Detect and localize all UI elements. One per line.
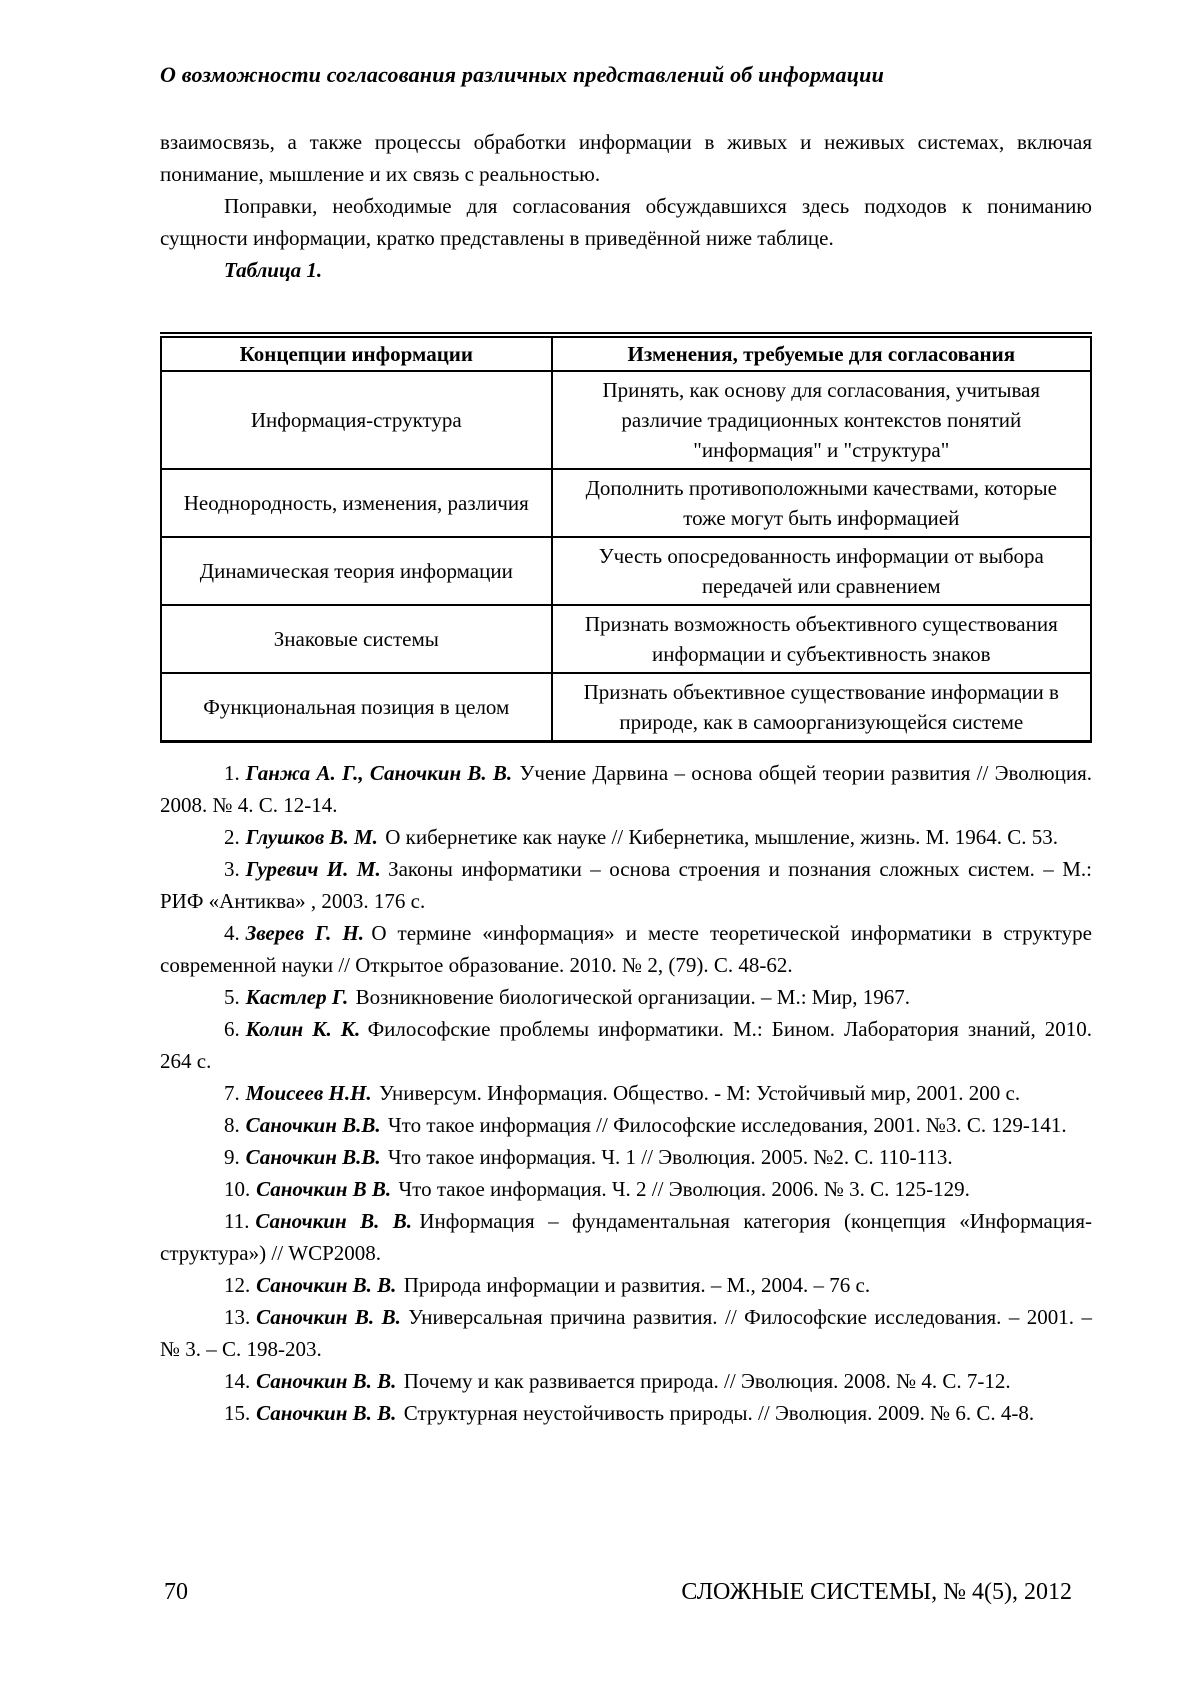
paragraph-1: взаимосвязь, а также процессы обработки информации в живых и неживых системах, включая понимание, мышление и их связь с реальностью. (160, 130, 1092, 186)
cell-change-2: Дополнить противоположными качествами, которые тоже могут быть информацией (552, 469, 1091, 537)
ref-text: О кибернетике как науке // Кибернетика, мышление, жизнь. М. 1964. С. 53. (385, 825, 1059, 849)
ref-number: 13. (224, 1305, 251, 1329)
reference-item (160, 917, 1092, 981)
table-row (161, 537, 1091, 605)
reference-item (160, 981, 1092, 1013)
reference-item (160, 1173, 1092, 1205)
page-content (160, 0, 1092, 1429)
ref-text: Законы информатики – основа строения и познания сложных систем. – М.: РИФ «Антиква» , 2003. 176 с. (160, 857, 1092, 913)
reference-item (160, 1205, 1092, 1269)
ref-text: Что такое информация // Философские исследования, 2001. №3. С. 129-141. (388, 1113, 1067, 1137)
reference-item (160, 757, 1092, 821)
cell-change-4: Признать возможность объективного существования информации и субъективность знаков (552, 605, 1091, 673)
ref-number: 9. (224, 1145, 240, 1169)
ref-authors: Саночкин В. В. (256, 1305, 401, 1329)
ref-authors: Саночкин В. В. (255, 1209, 413, 1233)
ref-number: 5. (224, 985, 240, 1009)
reference-item (160, 1397, 1092, 1429)
reference-item (160, 1141, 1092, 1173)
ref-number: 14. (224, 1369, 251, 1393)
running-title: О возможности согласования различных представлений об информации (160, 62, 885, 87)
ref-text: Возникновение биологической организации. – М.: Мир, 1967. (355, 985, 910, 1009)
cell-change-3: Учесть опосредованность информации от выбора передачей или сравнением (552, 537, 1091, 605)
reference-item (160, 821, 1092, 853)
table-caption: Таблица 1. (224, 258, 323, 282)
ref-number: 10. (224, 1177, 251, 1201)
ref-text: Природа информации и развития. – М., 2004. – 76 с. (403, 1273, 871, 1297)
table-header-changes: Изменения, требуемые для согласования (552, 335, 1091, 371)
ref-authors: Саночкин В.В. (245, 1113, 381, 1137)
page-number: 70 (164, 1579, 188, 1605)
ref-authors: Кастлер Г. (245, 985, 349, 1009)
ref-text: Почему и как развивается природа. // Эволюция. 2008. № 4. С. 7-12. (403, 1369, 1011, 1393)
cell-concept-5: Функциональная позиция в целом (161, 673, 552, 742)
ref-authors: Ганжа А. Г., Саночкин В. В. (245, 761, 513, 785)
reference-item (160, 1013, 1092, 1077)
ref-text: Учение Дарвина – основа общей теории развития // Эволюция. 2008. № 4. С. 12-14. (160, 761, 1092, 817)
ref-number: 15. (224, 1401, 251, 1425)
cell-change-1: Принять, как основу для согласования, учитывая различие традиционных контекстов понятий "информация" и "структура" (552, 371, 1091, 469)
ref-authors: Саночкин В. В. (256, 1273, 397, 1297)
reference-item (160, 1269, 1092, 1301)
ref-number: 1. (224, 761, 240, 785)
ref-authors: Гуревич И. М. (245, 857, 381, 881)
ref-authors: Саночкин В В. (256, 1177, 392, 1201)
ref-number: 6. (224, 1017, 240, 1041)
ref-text: Что такое информация. Ч. 2 // Эволюция. 2006. № 3. С. 125-129. (398, 1177, 970, 1201)
ref-number: 11. (224, 1209, 250, 1233)
reference-list (160, 757, 1092, 1429)
reference-item (160, 1301, 1092, 1365)
ref-authors: Зверев Г. Н. (245, 921, 364, 945)
reference-item (160, 853, 1092, 917)
paragraph-2: Поправки, необходимые для согласования обсуждавшихся здесь подходов к пониманию сущности информации, кратко представлены в приведённой ниже таблице. (160, 194, 1092, 250)
ref-number: 12. (224, 1273, 251, 1297)
ref-number: 7. (224, 1081, 240, 1105)
reference-item (160, 1365, 1092, 1397)
concepts-table (160, 332, 1092, 743)
reference-item (160, 1077, 1092, 1109)
ref-text: О термине «информация» и месте теоретической информатики в структуре современной науки // Открытое образование. 2010. № 2, (79). С. 48-62. (160, 921, 1092, 977)
ref-authors: Саночкин В. В. (256, 1369, 397, 1393)
page-footer (164, 1578, 1072, 1606)
ref-authors: Саночкин В. В. (256, 1401, 397, 1425)
table-header-concepts: Концепции информации (161, 335, 552, 371)
cell-change-5: Признать объективное существование информации в природе, как в самоорганизующейся системе (552, 673, 1091, 742)
ref-number: 4. (224, 921, 240, 945)
cell-concept-1: Информация-структура (161, 371, 552, 469)
ref-authors: Саночкин В.В. (245, 1145, 381, 1169)
table-row (161, 605, 1091, 673)
ref-number: 3. (224, 857, 240, 881)
cell-concept-3: Динамическая теория информации (161, 537, 552, 605)
table-row (161, 469, 1091, 537)
cell-concept-2: Неоднородность, изменения, различия (161, 469, 552, 537)
table-header-row (161, 335, 1091, 371)
ref-number: 8. (224, 1113, 240, 1137)
ref-text: Информация – фундаментальная категория (концепция «Информация-структура») // WCP2008. (160, 1209, 1092, 1265)
table-row (161, 371, 1091, 469)
ref-authors: Глушков В. М. (245, 825, 378, 849)
reference-item (160, 1109, 1092, 1141)
cell-concept-4: Знаковые системы (161, 605, 552, 673)
journal-line: СЛОЖНЫЕ СИСТЕМЫ, № 4(5), 2012 (681, 1579, 1072, 1605)
ref-text: Что такое информация. Ч. 1 // Эволюция. 2005. №2. С. 110-113. (388, 1145, 953, 1169)
table-row (161, 673, 1091, 742)
ref-text: Структурная неустойчивость природы. // Эволюция. 2009. № 6. С. 4-8. (403, 1401, 1035, 1425)
ref-authors: Моисеев Н.Н. (245, 1081, 372, 1105)
ref-text: Универсальная причина развития. // Философские исследования. – 2001. – № 3. – С. 198-203. (160, 1305, 1092, 1361)
ref-authors: Колин К. К. (245, 1017, 361, 1041)
ref-number: 2. (224, 825, 240, 849)
ref-text: Философские проблемы информатики. М.: Бином. Лаборатория знаний, 2010. 264 с. (160, 1017, 1092, 1073)
ref-text: Универсум. Информация. Общество. - М: Устойчивый мир, 2001. 200 с. (379, 1081, 1021, 1105)
